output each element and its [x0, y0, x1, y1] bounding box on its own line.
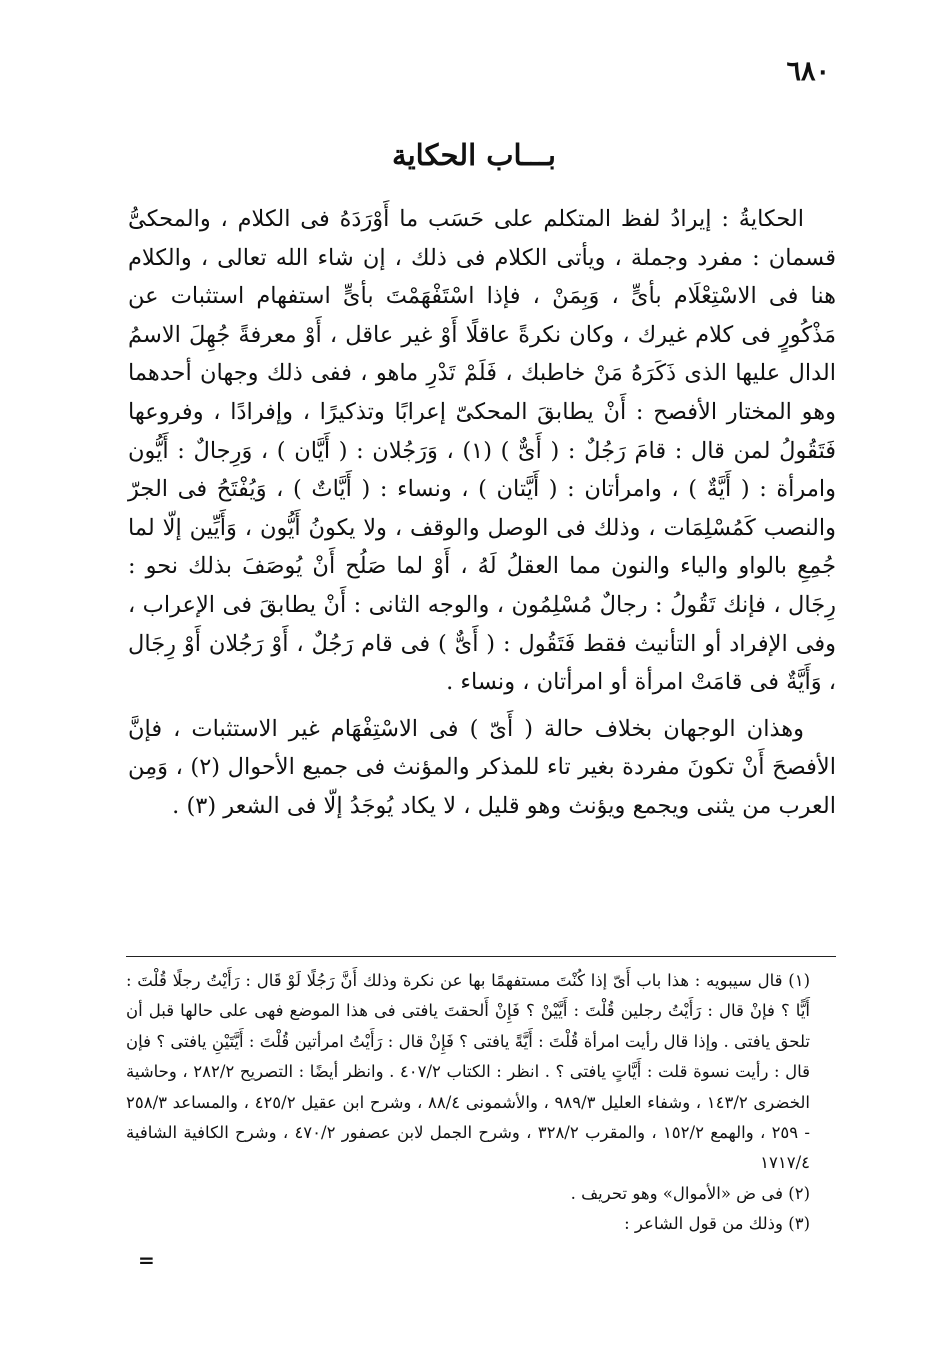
footnote: (٣) وذلك من قول الشاعر :: [624, 1214, 810, 1234]
footnote: (١) قال سيبويه : هذا باب أَىّ إذا كُنْتَ مستفهمًا بها عن نكرة وذلك أَنَّ رَجُلًا لَوْ قَال : رَأَيْتُ رجلًا قُلْتَ : أَيًّا ؟ فإنْ قال : رَأَيْتُ رجلين قُلْتَ : أَيَّيْنْ ؟ فَإِنْ أَلحقتَ يافتى فى هذا الموضع فهى على حالها قبل أن تلحق يافتى . وإذا قال رأيت امرأة قُلْتَ : أَيَّةً يافتى ؟ فَإِنْ قال : رَأَيْتُ امرأتين قُلْتَ : أَيَّتَيْنِ يافتى ؟ فإن قال : رأيت نسوة قلت : أَيَّاتٍ يافتى ؟ . انظر : الكتاب ٤٠٧/٢ . وانظر أيضًا : التصريح ٢٨٢/٢ ، وحاشية الخضرى ١٤٣/٢ ، وشفاء العليل ٩٨٩/٣ ، والأشمونى ٨٨/٤ ، وشرح ابن عقيل ٤٢٥/٢ ، والمساعد ٢٥٨/٣ - ٢٥٩ ، والهمع ١٥٢/٢ ، والمقرب ٣٢٨/٢ ، وشرح الجمل لابن عصفور ٤٧٠/٢ ، وشرح الكافية الشافية ١٧١٧/٤: [126, 971, 810, 1173]
continuation-mark: =: [138, 1248, 155, 1272]
page-number: ٦٨٠: [786, 56, 830, 87]
paragraph: وهذان الوجهان بخلاف حالة ( أَىّ ) فى الاسْتِفْهَام غير الاستثبات ، فإنَّ الأفصحَ أَنْ تكونَ مفردة بغير تاء للمذكر والمؤنث فى جميع الأحوال (٢) ، وَمِن العرب من يثنى ويجمع ويؤنث وهو قليل ، لا يكاد يُوجَدُ إلّا فى الشعر (٣) .: [128, 715, 836, 819]
footnotes: [126, 966, 836, 1240]
main-text: [128, 200, 836, 826]
footnote: (٢) فى ض «الأموال» وهو تحريف .: [570, 1183, 810, 1203]
paragraph: الحكايةُ : إيرادُ لفظ المتكلم على حَسَب ما أَوْرَدَهُ فى الكلام ، والمحكىُّ قسمان : مفرد وجملة ، ويأتى الكلام فى ذلك ، إن شاء الله تعالى ، والكلام هنا فى الاسْتِعْلَام بأىٍّ ، وَبِمَنْ ، فإذا اسْتَفْهَمْتَ بأىٍّ استفهام استثبات عن مَذْكُورٍ فى كلام غيرك ، وكان نكرةً عاقلًا أَوْ غير عاقل ، أَوْ معرفةً جُهِلَ الاسمُ الدال عليها الذى ذَكَرَهُ مَنْ خاطبك ، فَلَمْ تَدْرِ ماهو ، ففى ذلك وجهان أحدهما وهو المختار الأفصح : أَنْ يطابقَ المحكىّ إعرابًا وتذكيرًا ، وإفرادًا ، وفروعها فَتَقُولُ لمن قال : قامَ رَجُلٌ : ( أَىٌّ ) (١) ، وَرَجُلان : ( أَيَّان ) ، وَرِجالٌ : أَيُّون وامرأة : ( أَيَّةٌ ) ، وامرأتان : ( أَيَّتان ) ، ونساء : ( أَيَّاتٌ ) ، وَيُفْتَحُ فى الجرّ والنصب كَمُسْلِمَات ، وذلك فى الوصل والوقف ، ولا يكونُ أَيُّون ، وَأَيِّين إلّا لما جُمِعِ بالواو والياء والنون مما العقلُ لَهُ ، أَوْ لما صَلُح أَنْ يُوصَفَ بذلك نحو : رِجَال ، فإنك تَقُولُ : رجالٌ مُسْلِمُون ، والوجه الثانى : أَنْ يطابقَ فى الإعراب ، وفى الإفراد أو التأنيث فقط فَتَقُول : ( أَىٌّ ) فى قام رَجُلٌ ، أَوْ رَجُلان أَوْ رِجَال ، وَأَيَّةٌ فى قامَتْ امرأة أو امرأتان ، ونساء .: [128, 206, 836, 696]
footnote-divider: [126, 956, 836, 957]
chapter-title: بـــاب الحكاية: [392, 138, 556, 172]
